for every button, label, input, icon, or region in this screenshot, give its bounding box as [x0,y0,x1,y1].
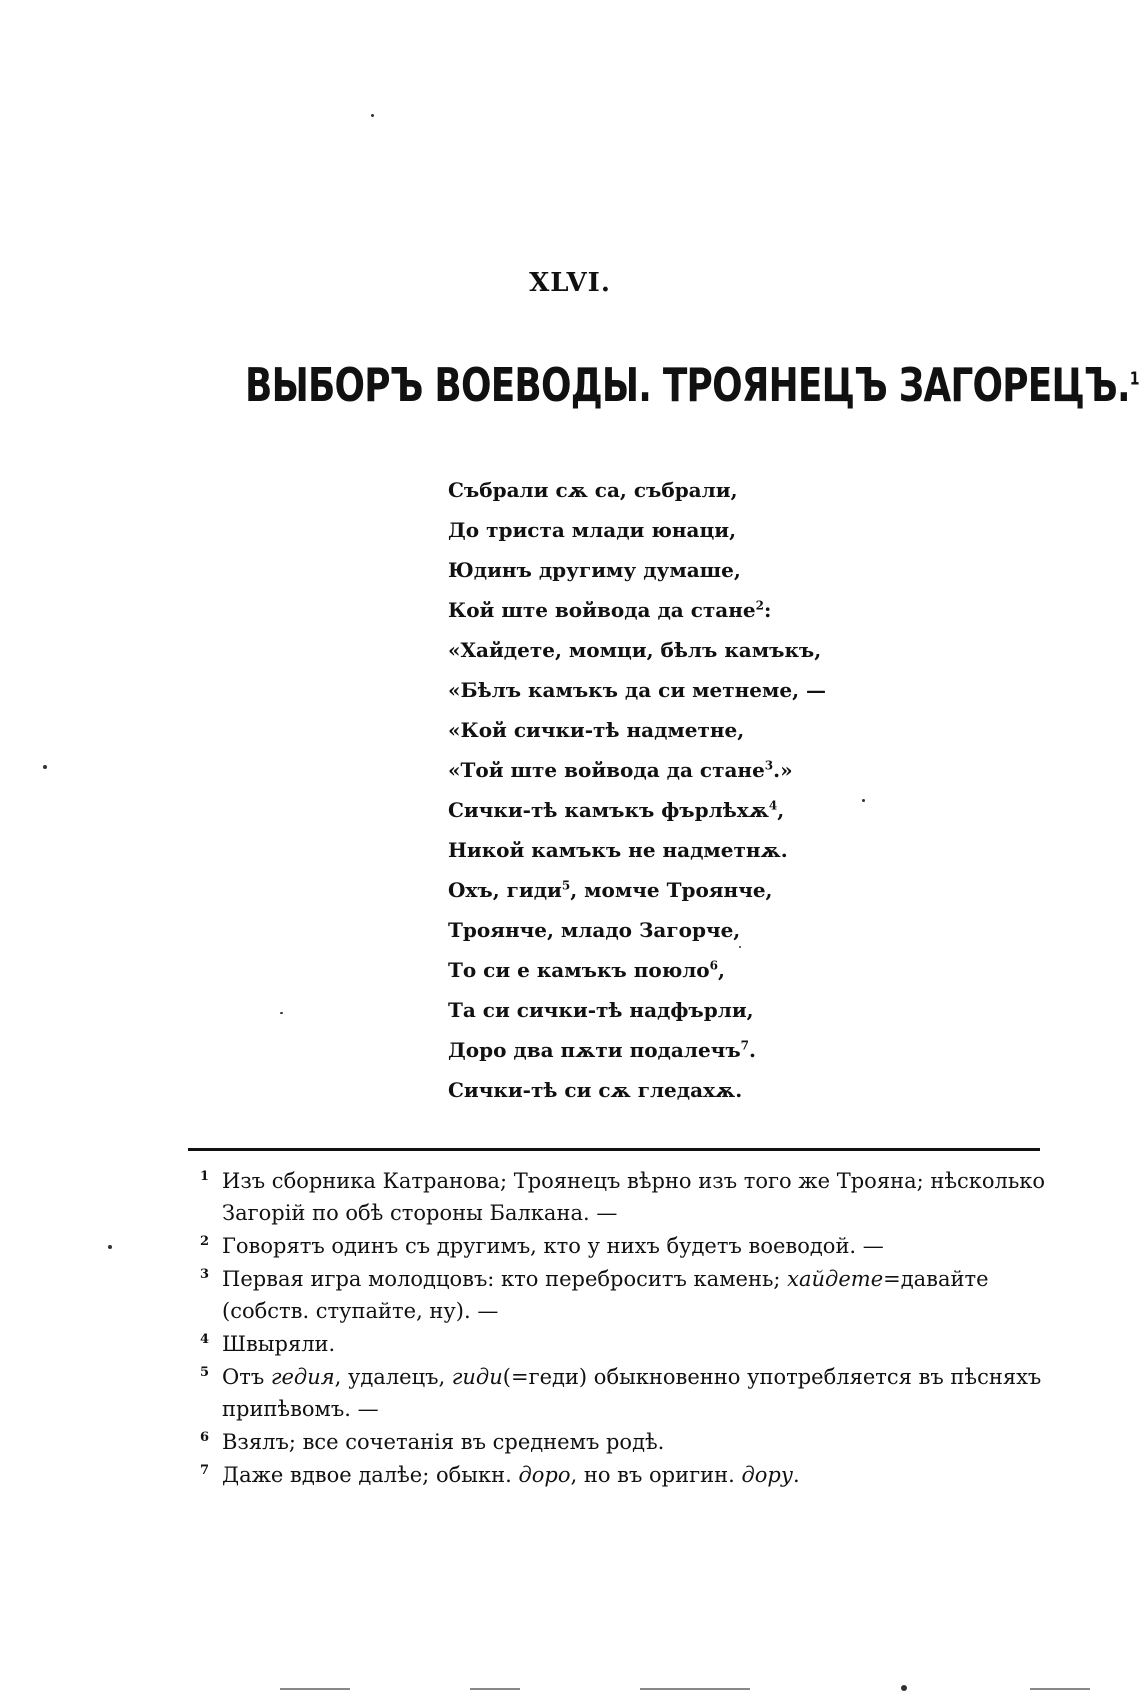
song-title [245,358,1139,412]
verse-line [448,990,868,1030]
footnote-text: , удалецъ, [334,1365,452,1389]
footnote [200,1328,1050,1360]
footnote-ref: 4 [768,798,778,813]
verse-line [448,790,868,830]
footnote-number: 3 [200,1267,210,1282]
footnote-number: 2 [200,1234,210,1249]
scan-speck [739,946,741,948]
footnote-number: 7 [200,1463,210,1478]
bottom-edge-mark [470,1688,520,1690]
verse-line-text: «Кой сички-тѣ надметне, [448,718,745,742]
footnote-ref: 3 [764,758,774,773]
verse-block [448,470,868,1110]
footnote-ref: 7 [740,1038,750,1053]
verse-line-text: Кой ште войвода да стане [448,598,756,622]
verse-line-tail: .» [773,758,793,782]
verse-line [448,470,868,510]
verse-line-text: Троянче, младо Загорче, [448,918,741,942]
verse-line-text: «Бѣлъ камъкъ да си метнеме, — [448,678,827,702]
footnote-text: Швыряли. [222,1332,336,1356]
footnotes-list [200,1165,1050,1492]
verse-line [448,910,868,950]
footnote-text: (=геди) обыкновенно употребляется въ пѣсняхъ припѣвомъ. — [222,1365,1042,1421]
footnote [200,1165,1050,1229]
footnote [200,1263,1050,1327]
footnote-italic-term: дору [741,1463,794,1487]
verse-line-tail: , момче Троянче, [570,878,773,902]
footnote [200,1459,1050,1491]
bottom-edge-mark [280,1688,350,1690]
verse-line [448,870,868,910]
verse-line-tail: : [763,598,772,622]
footnote-text: , но въ оригин. [570,1463,742,1487]
song-number: XLVI. [529,268,611,298]
verse-line [448,510,868,550]
footnote [200,1361,1050,1425]
song-title-text: ВЫБОРЪ ВОЕВОДЫ. ТРОЯНЕЦЪ ЗАГОРЕЦЪ. [245,358,1130,412]
footnote-ref: 5 [561,878,571,893]
footnote-text: Первая игра молодцовъ: кто переброситъ камень; [222,1267,788,1291]
footnote-divider [188,1148,1040,1151]
scan-speck [862,799,865,802]
footnote [200,1230,1050,1262]
verse-line-text: Сички-тѣ камъкъ фърлѣхѫ [448,798,769,822]
footnote-number: 5 [200,1365,210,1380]
bottom-edge-mark [1030,1688,1090,1690]
scan-speck [43,765,47,769]
verse-line [448,830,868,870]
footnote [200,1426,1050,1458]
verse-line-text: Та си сички-тѣ надфърли, [448,998,754,1022]
footnote-text: =давайте (собств. ступайте, ну). — [222,1267,989,1323]
verse-line-text: Никой камъкъ не надметнѫ. [448,838,788,862]
verse-line-text: Доро два пѫти подалечъ [448,1038,741,1062]
verse-line-text: «Той ште войвода да стане [448,758,765,782]
verse-line-tail: , [777,798,785,822]
verse-line [448,1030,868,1070]
verse-line-text: Сички-тѣ си сѫ гледахѫ. [448,1078,743,1102]
title-footnote-ref: 1 [1129,368,1139,390]
verse-line-text: Охъ, гиди [448,878,562,902]
verse-line-tail: , [718,958,725,982]
footnote-text: . [793,1463,800,1487]
footnote-number: 6 [200,1430,210,1445]
scan-speck [108,1245,112,1249]
scan-speck [901,1685,907,1691]
verse-line-text: То си е камъкъ поюло [448,958,710,982]
footnote-italic-term: гедия [270,1365,335,1389]
verse-line [448,670,868,710]
footnote-ref: 6 [709,958,718,973]
verse-line [448,550,868,590]
footnote-italic-term: гиди [451,1365,503,1389]
verse-line-text: Събрали сѫ са, събрали, [448,478,738,502]
footnote-text: Говорятъ одинъ съ другимъ, кто у нихъ будетъ воеводой. — [222,1234,884,1258]
bottom-edge-mark [640,1688,750,1690]
verse-line [448,710,868,750]
footnote-text: Взялъ; все сочетанія въ среднемъ родѣ. [222,1430,665,1454]
verse-line [448,590,868,630]
footnote-text: Изъ сборника Катранова; Троянецъ вѣрно изъ того же Трояна; нѣсколько Загорій по обѣ стороны Балкана. — [222,1169,1046,1225]
footnote-text: Отъ [222,1365,271,1389]
verse-line-text: До триста млади юнаци, [448,518,737,542]
footnote-text: Даже вдвое далѣе; обыкн. [222,1463,519,1487]
footnote-italic-term: хайдете [787,1267,884,1291]
scan-speck [371,114,374,117]
verse-line-text: «Хайдете, момци, бѣлъ камъкъ, [448,638,822,662]
verse-line [448,1070,868,1110]
scan-speck [280,1012,283,1014]
footnote-ref: 2 [755,598,764,613]
verse-line [448,630,868,670]
verse-line-text: Юдинъ другиму думаше, [448,558,741,582]
verse-line-tail: . [749,1038,756,1062]
footnote-number: 4 [200,1332,210,1347]
verse-line [448,750,868,790]
footnote-number: 1 [200,1169,210,1184]
footnote-italic-term: доро [518,1463,571,1487]
verse-line [448,950,868,990]
